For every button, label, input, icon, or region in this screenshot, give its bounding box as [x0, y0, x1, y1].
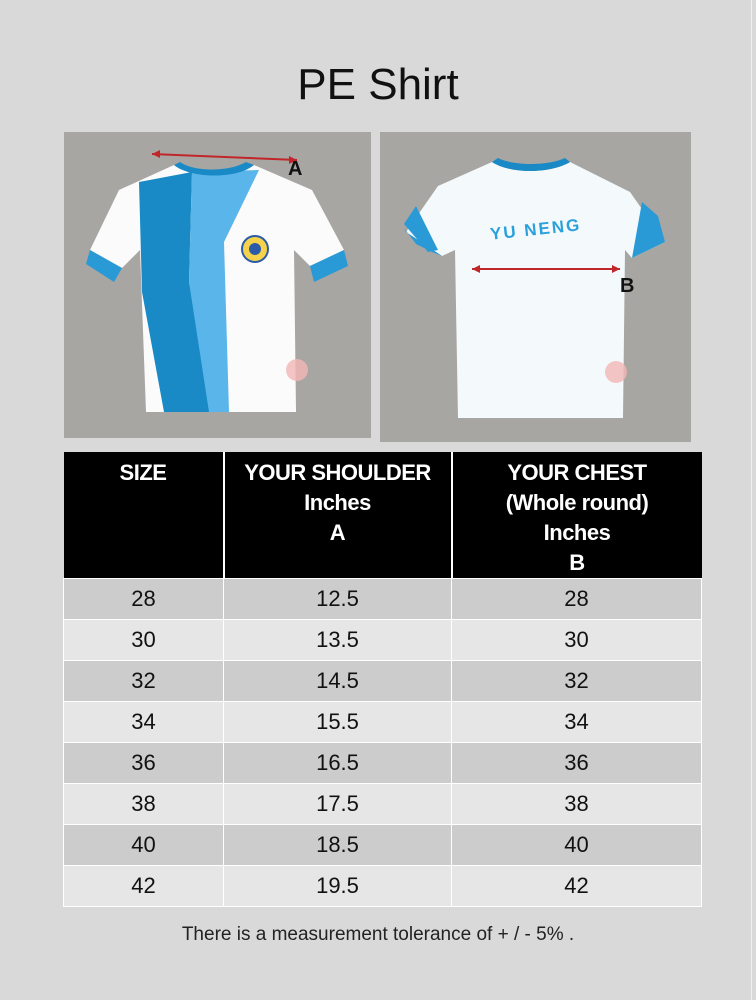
table-row — [64, 579, 702, 620]
back-shirt-illustration — [380, 132, 691, 442]
header-shoulder — [224, 452, 452, 579]
back-shirt-photo — [380, 132, 691, 442]
front-shirt-illustration — [64, 132, 371, 438]
header-chest — [452, 452, 702, 579]
size-cell: 38 — [64, 784, 224, 825]
header-line: YOUR SHOULDER — [244, 460, 431, 485]
shoulder-cell: 12.5 — [224, 579, 452, 620]
tolerance-note: There is a measurement tolerance of + / - 5% . — [181, 924, 575, 945]
shoulder-cell: 18.5 — [224, 825, 452, 866]
chest-cell: 30 — [452, 620, 702, 661]
front-shirt-photo — [64, 132, 371, 438]
back-print-text: YU NENG — [489, 215, 583, 244]
chest-cell: 28 — [452, 579, 702, 620]
table-row — [64, 866, 702, 907]
size-cell: 36 — [64, 743, 224, 784]
shoulder-cell: 16.5 — [224, 743, 452, 784]
shoulder-cell: 19.5 — [224, 866, 452, 907]
header-line: YOUR CHEST — [507, 460, 647, 485]
table-row — [64, 661, 702, 702]
table-row — [64, 702, 702, 743]
chest-cell: 42 — [452, 866, 702, 907]
size-chart-table — [63, 452, 702, 907]
table-header-row — [64, 452, 702, 579]
size-cell: 28 — [64, 579, 224, 620]
page-title: PE Shirt — [297, 60, 459, 109]
header-line: (Whole round) — [505, 490, 649, 515]
shoulder-cell: 15.5 — [224, 702, 452, 743]
header-line: Inches — [304, 490, 371, 515]
header-line: B — [569, 550, 585, 575]
table-row — [64, 784, 702, 825]
header-size — [64, 452, 224, 579]
chest-cell: 32 — [452, 661, 702, 702]
size-cell: 42 — [64, 866, 224, 907]
size-cell: 40 — [64, 825, 224, 866]
table-row — [64, 620, 702, 661]
size-cell: 34 — [64, 702, 224, 743]
size-cell: 32 — [64, 661, 224, 702]
chest-cell: 34 — [452, 702, 702, 743]
chest-cell: 36 — [452, 743, 702, 784]
shoulder-cell: 13.5 — [224, 620, 452, 661]
shoulder-cell: 17.5 — [224, 784, 452, 825]
chest-cell: 38 — [452, 784, 702, 825]
shoulder-marker-a: A — [288, 158, 303, 180]
header-line: SIZE — [119, 460, 167, 485]
header-line: Inches — [543, 520, 611, 545]
chest-cell: 40 — [452, 825, 702, 866]
page-edge — [751, 0, 752, 1000]
shoulder-cell: 14.5 — [224, 661, 452, 702]
chest-marker-b: B — [620, 275, 635, 297]
table-row — [64, 743, 702, 784]
table-row — [64, 825, 702, 866]
size-cell: 30 — [64, 620, 224, 661]
header-line: A — [329, 520, 346, 545]
